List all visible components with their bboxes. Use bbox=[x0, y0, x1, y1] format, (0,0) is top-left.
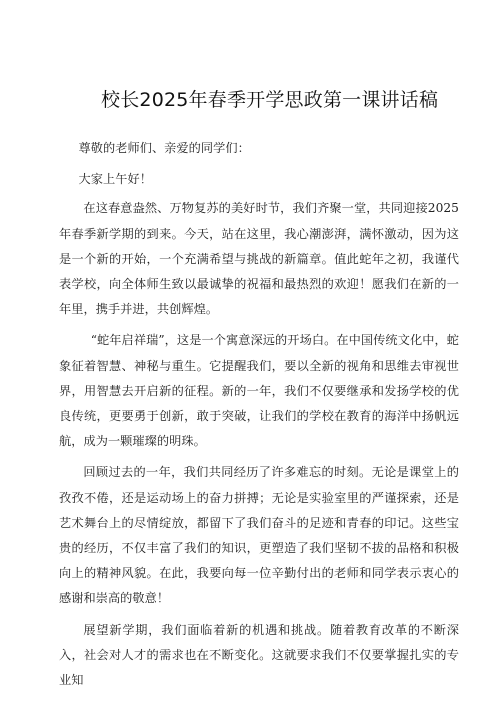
document-body bbox=[59, 136, 459, 693]
greeting: 大家上午好！ bbox=[78, 172, 152, 187]
paragraph-review: 回顾过去的一年，我们共同经历了许多难忘的时刻。无论是课堂上的孜孜不倦，还是运动场上的奋力拼搏；无论是实验室里的严谨探索，还是艺术舞台上的尽情绽放，都留下了我们奋斗的足迹和青春的印记。这些宝贵的经历，不仅丰富了我们的知识，更塑造了我们坚韧不拔的品格和积极向上的精神风貌。在此，我要向每一位辛勤付出的老师和同学表示衷心的感谢和崇高的敬意！ bbox=[59, 465, 459, 606]
salutation: 尊敬的老师们、亲爱的同学们： bbox=[78, 141, 250, 155]
paragraph-outlook: 展望新学期，我们面临着新的机遇和挑战。随着教育改革的不断深入，社会对人才的需求也在不断变化。这就要求我们不仅要掌握扎实的专业知 bbox=[59, 622, 459, 688]
paragraph-opening: 在这春意盎然、万物复苏的美好时节，我们齐聚一堂，共同迎接2025年春季新学期的到来。今天，站在这里，我心潮澎湃，满怀激动，因为这是一个新的开始，一个充满希望与挑战的新篇章。值此蛇年之初，我谨代表学校，向全体师生致以最诚挚的祝福和最热烈的欢迎！愿我们在新的一年里，携手并进，共创辉煌。 bbox=[59, 201, 459, 317]
paragraph-snake-year: “蛇年启祥瑞”，这是一个寓意深远的开场白。在中国传统文化中，蛇象征着智慧、神秘与重生。它提醒我们，要以全新的视角和思维去审视世界，用智慧去开启新的征程。新的一年，我们不仅要继承和发扬学校的优良传统，更要勇于创新，敢于突破，让我们的学校在教育的海洋中扬帆远航，成为一颗璀璨的明珠。 bbox=[59, 333, 459, 449]
document-title: 校长2025年春季开学思政第一课讲话稿 bbox=[101, 89, 439, 111]
